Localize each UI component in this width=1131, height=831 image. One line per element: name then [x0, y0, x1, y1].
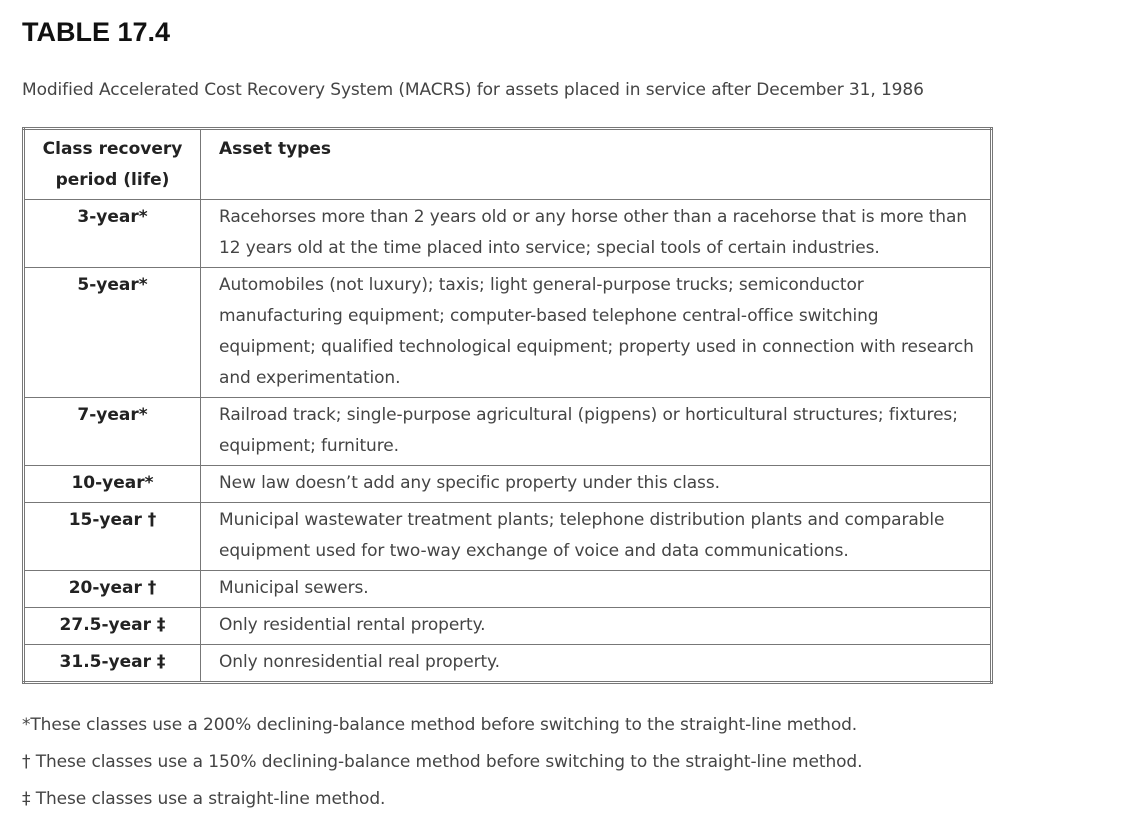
table-row — [24, 503, 992, 571]
asset-types-cell: Automobiles (not luxury); taxis; light general-purpose trucks; semiconductor manufacturing equipment; computer-based telephone central-office switching equipment; qualified technological equipment; property used in connection with research and experimentation. — [201, 268, 992, 398]
document-page — [22, 14, 1022, 809]
class-period-cell: 15-year † — [24, 503, 201, 571]
table-row — [24, 200, 992, 268]
table-caption: Modified Accelerated Cost Recovery System (MACRS) for assets placed in service after December 31, 1986 — [22, 80, 924, 100]
table-row — [24, 571, 992, 608]
asset-types-cell: Racehorses more than 2 years old or any horse other than a racehorse that is more than 12 years old at the time placed into service; special tools of certain industries. — [201, 200, 992, 268]
asset-types-cell: Municipal sewers. — [201, 571, 992, 608]
class-period-cell: 7-year* — [24, 398, 201, 466]
asset-types-header: Asset types — [201, 129, 992, 200]
class-period-cell: 27.5-year ‡ — [24, 608, 201, 645]
class-period-cell: 20-year † — [24, 571, 201, 608]
footnote-double-declining: *These classes use a 200% declining-balance method before switching to the straight-line method. — [22, 715, 858, 735]
table-row — [24, 268, 992, 398]
class-period-cell: 10-year* — [24, 466, 201, 503]
footnote-150-declining: † These classes use a 150% declining-balance method before switching to the straight-line method. — [22, 752, 863, 772]
class-header-line-2: period (life) — [55, 170, 170, 190]
class-header-line-1: Class recovery — [42, 139, 183, 159]
asset-types-cell: Only residential rental property. — [201, 608, 992, 645]
asset-types-cell: Railroad track; single-purpose agricultural (pigpens) or horticultural structures; fixtures; equipment; furniture. — [201, 398, 992, 466]
table-row — [24, 466, 992, 503]
class-period-cell: 5-year* — [24, 268, 201, 398]
table-title: TABLE 17.4 — [22, 17, 171, 47]
footnotes — [22, 707, 862, 818]
asset-types-cell: Municipal wastewater treatment plants; telephone distribution plants and comparable equipment used for two-way exchange of voice and data communications. — [201, 503, 992, 571]
table-row — [24, 645, 992, 683]
table-row — [24, 398, 992, 466]
table-row — [24, 608, 992, 645]
asset-types-cell: New law doesn’t add any specific property under this class. — [201, 466, 992, 503]
class-recovery-header — [24, 129, 201, 200]
footnote-straight-line: ‡ These classes use a straight-line method. — [22, 789, 386, 809]
class-period-cell: 31.5-year ‡ — [24, 645, 201, 683]
table-header-row — [24, 129, 992, 200]
asset-types-cell: Only nonresidential real property. — [201, 645, 992, 683]
class-period-cell: 3-year* — [24, 200, 201, 268]
macrs-table — [22, 127, 993, 684]
